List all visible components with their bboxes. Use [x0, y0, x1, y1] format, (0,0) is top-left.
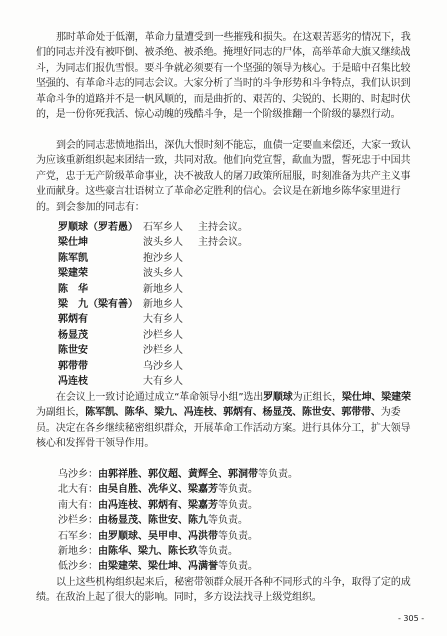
area-tail: 等负责。 [218, 484, 258, 496]
area-tail: 等负责。 [198, 546, 238, 558]
attendee-village: 沙栏乡人 [143, 329, 183, 341]
attendee-row [58, 251, 198, 266]
attendee-village: 波头乡人 [143, 268, 183, 280]
area-names: 由陈华、梁九、陈长玖 [98, 546, 198, 558]
attendee-row [58, 266, 198, 281]
attendee-name: 梁仕坤 [58, 237, 88, 249]
attendee-village: 乌沙乡人 [143, 360, 183, 372]
area-row [58, 482, 418, 497]
attendee-village: 大有乡人 [143, 376, 183, 387]
attendee-row [58, 282, 198, 297]
paragraph-meeting-oath: 到会的同志悲愤地指出，深仇大恨时刻不能忘，血债一定要血来偿还，大家一致认为应该重新组织起来团结一致，共同对敌。他们向党宣誓，歃血为盟，誓死忠于中国共产党，忠于无产阶级革命事业，决不被敌人的屠刀政策所屈服，时刻准备为共产主义事业而献身。这些豪言壮语树立了革命必定胜利的信心。会议是在新地乡陈华家里进行的。 [36, 140, 411, 213]
area-row [58, 529, 418, 544]
area-names: 由冯连枝、郭炳有、梁嘉芳 [98, 499, 218, 511]
area-row [58, 498, 418, 513]
attendee-village: 新地乡人 [143, 283, 183, 295]
area-row [58, 544, 418, 559]
area-label: 北大有： [58, 484, 98, 496]
area-label: 乌沙乡： [58, 469, 98, 480]
attendee-name: 梁 九（梁有善） [58, 299, 138, 310]
page-number: - 305 - [398, 614, 425, 623]
area-names: 由罗顺球、吴甲申、冯洪带 [98, 530, 218, 542]
area-label: 沙栏乡： [58, 515, 98, 527]
area-names: 由郭祥胜、郭仪超、黄辉全、郭洞带 [98, 469, 258, 480]
area-names: 由吴自胜、冼华义、梁嘉芳 [98, 484, 218, 496]
attendee-name: 梁建荣 [58, 268, 88, 280]
attendee-village: 抱沙乡人 [143, 252, 183, 264]
attendee-name: 陈世安 [58, 345, 88, 357]
attendee-village: 新地乡人 [143, 299, 183, 310]
attendee-name: 陈 华 [58, 283, 88, 295]
area-tail: 等负责。 [258, 469, 298, 480]
attendee-row [58, 235, 248, 250]
area-responsibility-list [58, 467, 418, 575]
attendee-role: 主持会议。 [198, 222, 248, 233]
area-names: 由梁建荣、梁仕坤、冯满誉 [98, 561, 218, 573]
area-tail: 等负责。 [208, 515, 248, 527]
attendee-village: 沙栏乡人 [143, 345, 183, 357]
attendee-row [58, 297, 198, 312]
attendee-name: 罗顺球（罗若愚） [58, 222, 138, 233]
area-label: 新地乡： [58, 546, 98, 558]
attendee-row [58, 312, 198, 327]
area-row [58, 467, 418, 482]
area-names: 由杨显茂、陈世安、陈九 [98, 515, 208, 527]
attendee-name: 郭炳有 [58, 314, 88, 326]
attendee-row [58, 374, 198, 389]
attendee-row [58, 220, 248, 235]
paragraph-leadership-group: 在会议上一致讨论通过成立“革命领导小组”选出罗顺球为正组长，梁仕坤、梁建荣为副组长，陈军凯、陈华、梁九、冯连枝、郭炳有、杨显茂、陈世安、郭带带、为委员。决定在各乡继续秘密组织群众，开展革命工作活动方案。进行具体分工，扩大领导核心和发挥骨干领导作用。 [36, 392, 411, 450]
paragraph-attendees-intro: 到会参加的同志有： [56, 202, 145, 213]
area-row [58, 559, 418, 574]
attendee-name: 杨显茂 [58, 329, 88, 341]
attendee-village: 波头乡人 [143, 237, 183, 249]
attendee-village: 大有乡人 [143, 314, 183, 326]
area-label: 南大有： [58, 499, 98, 511]
attendee-name: 郭带带 [58, 360, 88, 372]
attendee-row [58, 343, 198, 358]
attendee-name: 冯连枝 [58, 376, 88, 387]
area-tail: 等负责。 [218, 530, 258, 542]
area-row [58, 513, 418, 528]
paragraph-results: 以上这些机构组织起来后，秘密带领群众展开各种不同形式的斗争，取得了定的成绩。在敌治上起了很大的影响。同时，多方设法找寻上级党组织。 [36, 577, 411, 604]
attendee-row [58, 328, 198, 343]
attendee-row [58, 359, 198, 374]
area-tail: 等负责。 [218, 561, 258, 573]
attendee-name: 陈军凯 [58, 252, 88, 264]
attendee-role: 主持会议。 [198, 237, 248, 249]
area-tail: 等负责。 [218, 499, 258, 511]
paragraph-struggle-situation: 那时革命处于低潮，革命力量遭受到一些摧残和损失。在这艰苦恶劣的情况下，我们的同志并没有被吓倒、被杀绝、被杀绝。掩埋好同志的尸体，高举革命大旗又继续战斗，为同志们报仇雪恨。要斗争就必须要有一个坚强的领导为核心。于是暗中召集比较坚强的、有革命斗志的同志会议。大家分析了当时的斗争形势和斗争特点，我们认识到革命斗争的道路并不是一帆风顺的，而是曲折的、艰苦的、尖锐的、长期的、时起时伏的，是一份你死我活、惊心动魄的残酷斗争，是一个阶级推翻一个阶级的暴烈行动。 [36, 32, 411, 121]
area-label: 石军乡： [58, 530, 98, 542]
attendee-village: 石军乡人 [143, 222, 183, 233]
area-label: 低沙乡： [58, 561, 98, 573]
